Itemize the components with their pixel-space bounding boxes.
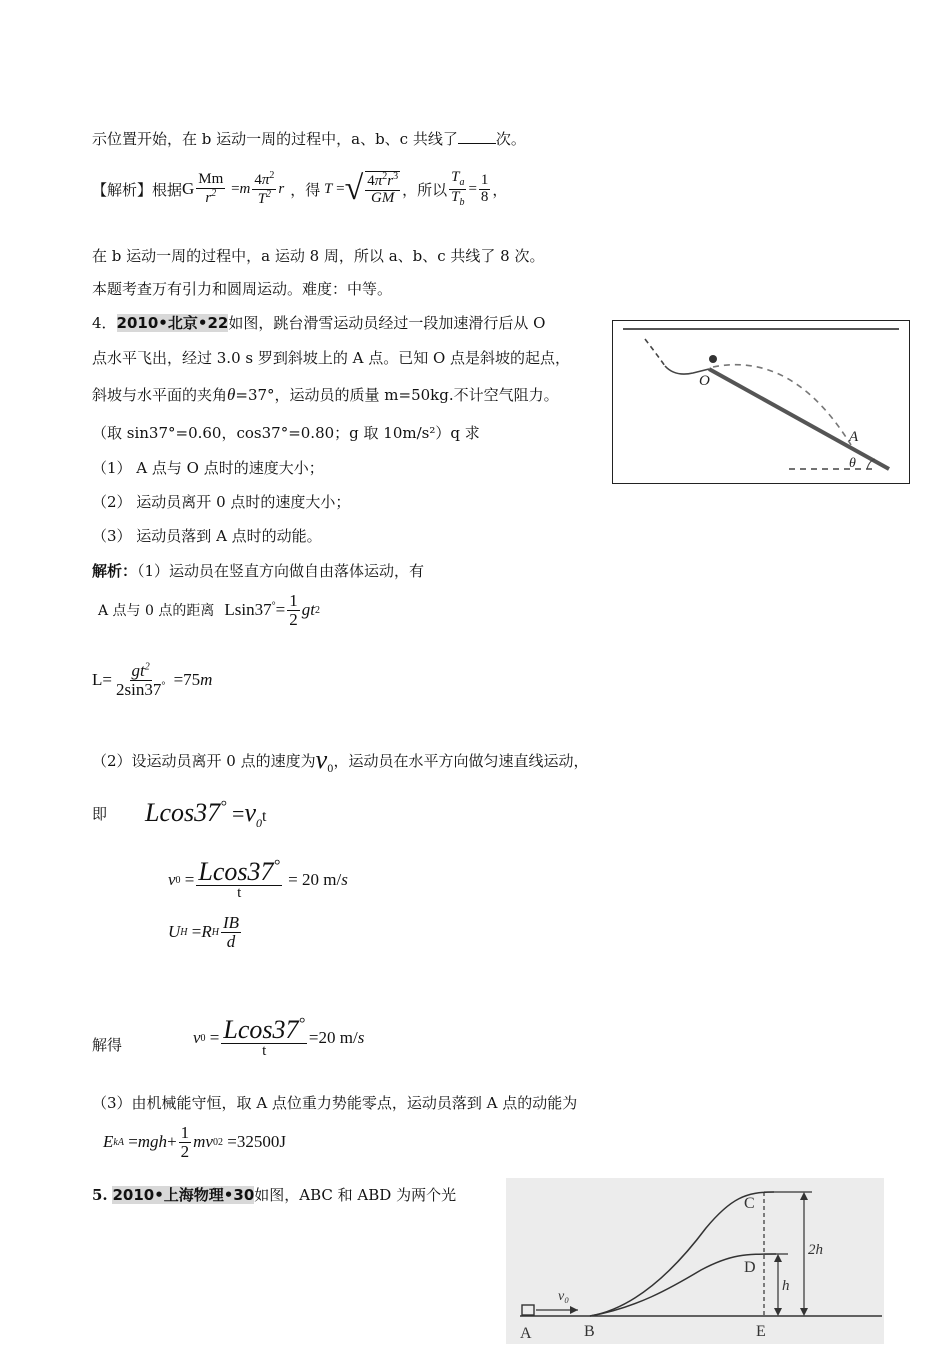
label-A: A <box>849 429 859 445</box>
equation-2: L= $\frac{gt^2}{2\sin 37^\circ}$ =75m <box>92 661 213 699</box>
text-line: （2） 运动员离开 0 点时的速度大小； <box>92 493 351 511</box>
equation-5: U H = R H $\frac{IB}{d}$ <box>168 913 240 951</box>
label-B: B <box>584 1323 595 1340</box>
text-line: 点水平飞出，经过 3.0 s 罗到斜坡上的 A 点。已知 O 点是斜坡的起点， <box>92 349 571 367</box>
text-line: （1） A 点与 O 点时的速度大小； <box>92 459 324 477</box>
equation-3: $Lcos37^\circ =v_0t$ <box>145 798 267 831</box>
text-line: （取 sin37°=0.60，cos37°=0.80；g 取 10m/s²）q 求 <box>92 424 480 442</box>
text-line: 示位置开始，在 b 运动一周的过程中，a、b、c 共线了 次。 <box>92 130 526 148</box>
label-v0: v₀ <box>558 1289 570 1304</box>
solution-line: 解析：（1）运动员在竖直方向做自由落体运动，有 <box>92 562 425 580</box>
question-4-header: 4．2010•北京•22如图，跳台滑雪运动员经过一段加速滑行后从 O <box>92 314 546 332</box>
label-jiede: 解得 <box>92 1036 123 1054</box>
question-5-header: 5. 2010•上海物理•30如图，ABC 和 ABD 为两个光 <box>92 1186 457 1204</box>
label-O: O <box>699 373 710 389</box>
label-E: E <box>756 1323 766 1340</box>
ski-jump-figure <box>612 320 910 484</box>
equation-4: v 0 = $\frac{Lcos37^\circ}{t}$ = 20 m/s <box>168 857 348 902</box>
label-2h: 2h <box>808 1242 823 1258</box>
label-ji: 即 <box>92 805 108 823</box>
equation-6: v 0 = $\frac{Lcos37^\circ}{t}$ =20 m/s <box>193 1015 365 1060</box>
label-theta: θ <box>849 456 856 471</box>
text-line: 斜坡与水平面的夹角θ=37°，运动员的质量 m=50kg.不计空气阻力。 <box>92 385 559 404</box>
solution-line: （3）由机械能守恒，取 A 点位重力势能零点，运动员落到 A 点的动能为 <box>92 1094 578 1112</box>
track-figure <box>506 1178 884 1344</box>
equation-1: A 点与 0 点的距离 Lsin37°= $\frac{1}{2}$ gt 2 <box>98 591 320 629</box>
text-line: 在 b 运动一周的过程中，a 运动 8 周，所以 a、b、c 共线了 8 次。 <box>92 247 545 265</box>
text-line: （3） 运动员落到 A 点时的动能。 <box>92 527 322 545</box>
label-A: A <box>520 1325 532 1342</box>
blank <box>458 131 496 144</box>
analysis-formula: 【解析】根据 G $\frac{Mm}{r^2}$ =m $\frac{4\pi^2}{T^2}$ r ，得 T = √ $\frac{4\pi^2r^3}{GM}$ ，所以 $\frac{T_a}{T_b}$ = $\frac{1}{8}$ ， <box>92 169 508 208</box>
solution-line: （2）设运动员离开 0 点的速度为 v $_0$ ，运动员在水平方向做匀速直线运动， <box>92 745 589 775</box>
label-D: D <box>744 1259 756 1276</box>
equation-7: E kA = mgh + $\frac{1}{2}$ mv 0 2 =32500J <box>103 1123 286 1161</box>
text-line: 本题考查万有引力和圆周运动。难度：中等。 <box>92 280 393 298</box>
label-h: h <box>782 1278 790 1294</box>
label-C: C <box>744 1195 755 1212</box>
